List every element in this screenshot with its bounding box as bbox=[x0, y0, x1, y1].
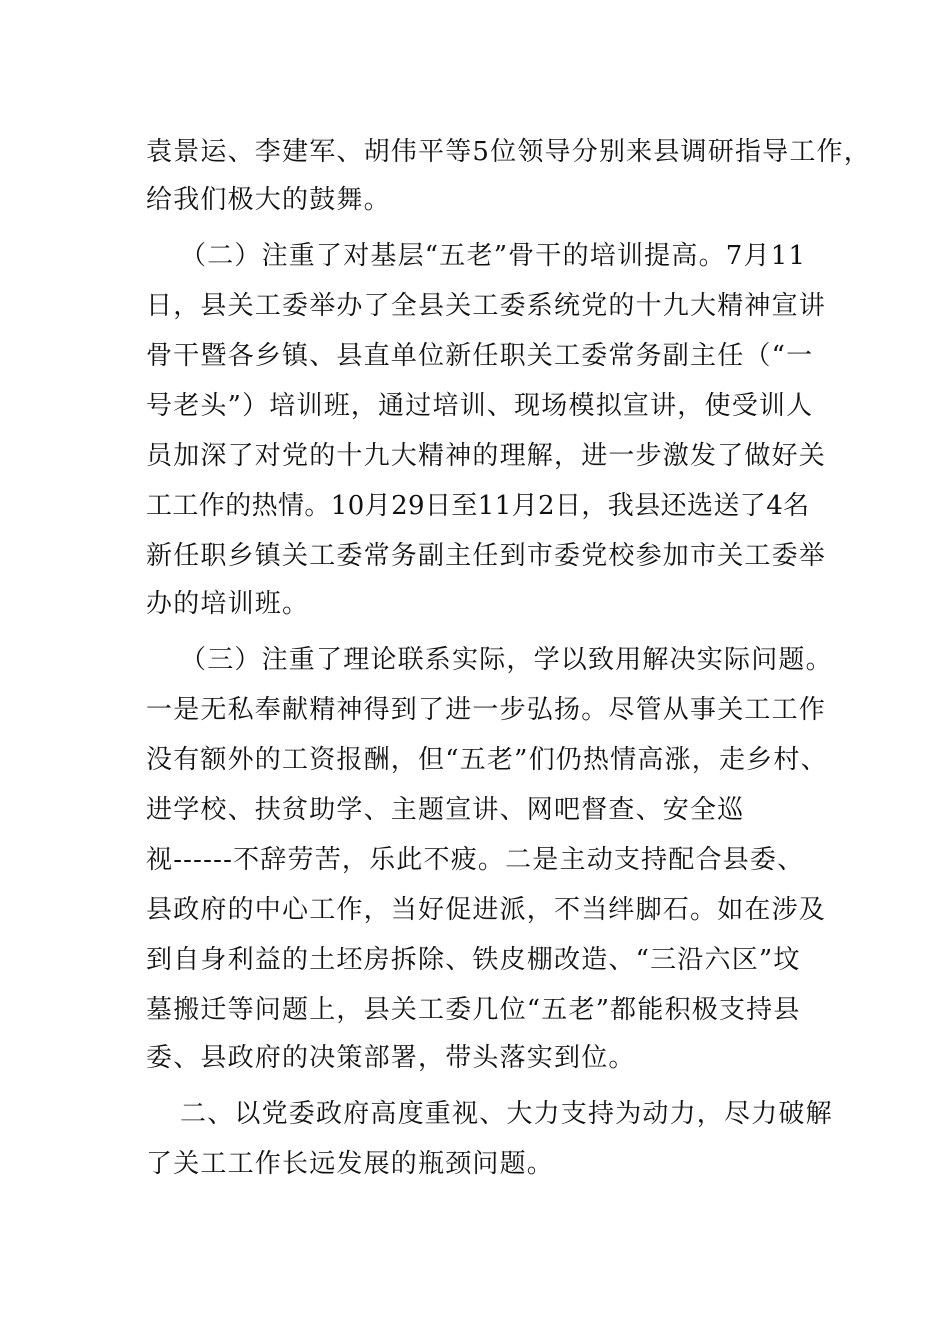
text-line-6: 号老头”）培训班，通过培训、现场模拟宣讲，使受训人 bbox=[146, 391, 814, 421]
text-line-4: 日，县关工委举办了全县关工委系统党的十九大精神宣讲 bbox=[146, 291, 827, 321]
text-line-2: 给我们极大的鼓舞。 bbox=[146, 185, 391, 215]
text-line-9: 新任职乡镇关工委常务副主任到市委党校参加市关工委举 bbox=[146, 541, 827, 571]
text-line-15: 视------不辞劳苦，乐此不疲。二是主动支持配合县委、 bbox=[146, 845, 805, 875]
text-line-1: 袁景运、李建军、胡伟平等5位领导分别来县调研指导工作， bbox=[146, 137, 871, 167]
text-line-21: 了关工工作长远发展的瓶颈问题。 bbox=[146, 1149, 555, 1179]
text-line-7: 员加深了对党的十九大精神的理解，进一步激发了做好关 bbox=[146, 441, 827, 471]
text-line-18: 墓搬迁等问题上，县关工委几位“五老”都能积极支持县 bbox=[146, 995, 801, 1025]
text-line-16: 县政府的中心工作，当好促进派，不当绊脚石。如在涉及 bbox=[146, 895, 827, 925]
text-line-10: 办的培训班。 bbox=[146, 589, 310, 619]
section-heading-2: （二）注重了对基层“五老”骨干的培训提高。7月11 bbox=[180, 241, 807, 271]
section-heading-3: （三）注重了理论联系实际，学以致用解决实际问题。 bbox=[180, 645, 833, 675]
text-line-8: 工工作的热情。10月29日至11月2日，我县还选送了4名 bbox=[146, 491, 810, 521]
text-line-14: 进学校、扶贫助学、主题宣讲、网吧督查、安全巡 bbox=[146, 795, 745, 825]
text-line-5: 骨干暨各乡镇、县直单位新任职关工委常务副主任（“一 bbox=[146, 341, 814, 371]
section-heading-two: 二、以党委政府高度重视、大力支持为动力，尽力破解 bbox=[180, 1099, 833, 1129]
text-line-13: 没有额外的工资报酬，但“五老”们仍热情高涨，走乡村、 bbox=[146, 745, 828, 775]
text-line-19: 委、县政府的决策部署，带头落实到位。 bbox=[146, 1043, 636, 1073]
text-line-12: 一是无私奉献精神得到了进一步弘扬。尽管从事关工工作 bbox=[146, 695, 827, 725]
text-line-17: 到自身利益的土坯房拆除、铁皮棚改造、“三沿六区”坟 bbox=[146, 945, 801, 975]
